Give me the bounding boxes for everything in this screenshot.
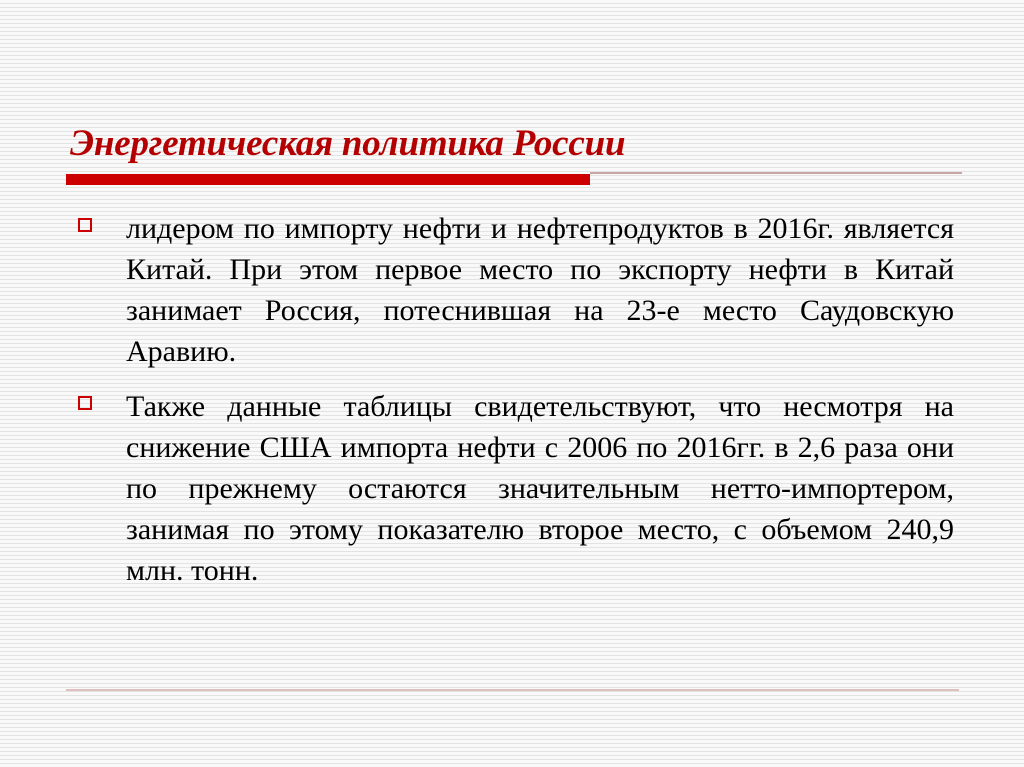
bullet-text: Также данные таблицы свидетельствуют, что несмотря на снижение США импорта нефти с 2006 по 2016гг. в 2,6 раза они по прежнему остаются значительным нетто-импортером, занимая по этому показателю второе место, с объемом 240,9 млн. тонн. (126, 390, 954, 587)
title-accent-bar (66, 174, 590, 185)
hollow-square-icon (78, 218, 92, 232)
slide-title: Энергетическая политика России (70, 123, 626, 164)
bullet-list (76, 208, 954, 605)
footer-rule (66, 689, 959, 691)
bullet-item (76, 386, 954, 591)
bullet-item (76, 208, 954, 372)
hollow-square-icon (78, 396, 92, 410)
bullet-text: лидером по импорту нефти и нефтепродуктов в 2016г. является Китай. При этом первое место по экспорту нефти в Китай занимает Россия, потеснившая на 23-е место Саудовскую Аравию. (126, 212, 954, 368)
title-thin-rule (590, 172, 962, 174)
